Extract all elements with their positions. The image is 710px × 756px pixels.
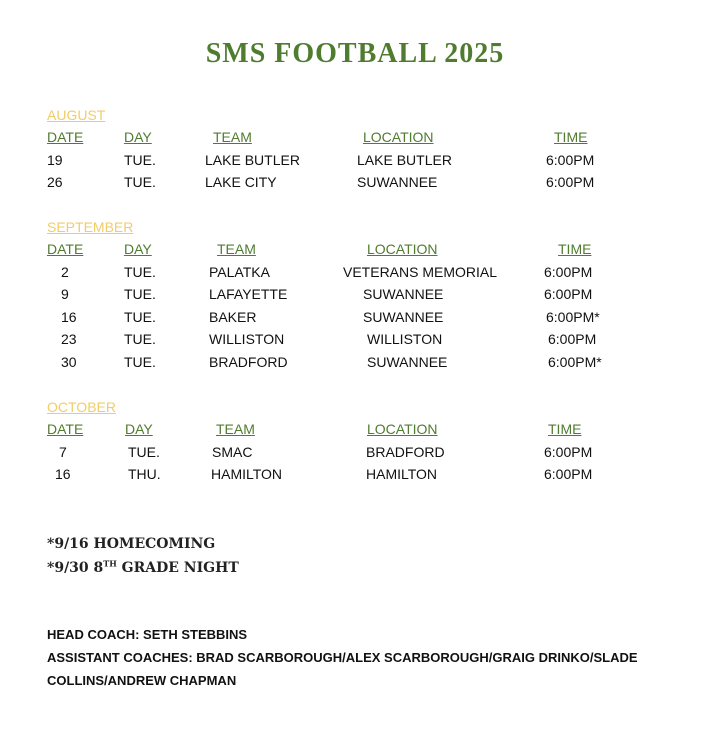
game-location: WILLISTON — [367, 331, 443, 347]
game-day: TUE. — [124, 309, 156, 325]
game-day: TUE. — [124, 354, 156, 370]
game-date: 16 — [61, 309, 77, 325]
column-header-day: DAY — [125, 421, 153, 437]
game-time: 6:00PM — [544, 466, 593, 482]
game-time: 6:00PM — [544, 264, 593, 280]
column-header-time: TIME — [554, 129, 588, 145]
note-grade-night-suffix: GRADE NIGHT — [116, 560, 239, 576]
column-header-location: LOCATION — [363, 129, 434, 145]
game-date: 16 — [55, 466, 71, 482]
game-day: TUE. — [124, 286, 156, 302]
game-date: 2 — [61, 264, 69, 280]
month-heading-september: SEPTEMBER — [47, 219, 134, 235]
note-grade-night — [47, 560, 239, 576]
column-header-date: DATE — [47, 129, 84, 145]
column-header-day: DAY — [124, 129, 152, 145]
month-heading-october: OCTOBER — [47, 399, 116, 415]
game-location: BRADFORD — [366, 444, 445, 460]
game-date: 30 — [61, 354, 77, 370]
column-header-location: LOCATION — [367, 241, 438, 257]
column-header-time: TIME — [548, 421, 582, 437]
column-header-team: TEAM — [213, 129, 252, 145]
game-time: 6:00PM* — [548, 354, 602, 370]
game-location: SUWANNEE — [367, 354, 448, 370]
game-time: 6:00PM — [548, 331, 597, 347]
note-grade-night-prefix: *9/30 8 — [47, 560, 104, 576]
page-title: SMS FOOTBALL 2025 — [205, 38, 505, 69]
column-header-team: TEAM — [217, 241, 256, 257]
game-day: THU. — [128, 466, 161, 482]
game-time: 6:00PM — [546, 174, 595, 190]
game-time: 6:00PM — [544, 286, 593, 302]
game-team: BRADFORD — [209, 354, 288, 370]
column-header-date: DATE — [47, 241, 84, 257]
game-team: WILLISTON — [209, 331, 285, 347]
game-time: 6:00PM — [546, 152, 595, 168]
column-header-day: DAY — [124, 241, 152, 257]
game-location: VETERANS MEMORIAL — [343, 264, 498, 280]
game-location: SUWANNEE — [363, 309, 444, 325]
game-day: TUE. — [128, 444, 160, 460]
game-team: LAFAYETTE — [209, 286, 288, 302]
game-date: 9 — [61, 286, 69, 302]
game-team: LAKE CITY — [205, 174, 277, 190]
game-time: 6:00PM — [544, 444, 593, 460]
column-header-location: LOCATION — [367, 421, 438, 437]
note-grade-night-sup: TH — [103, 558, 117, 569]
game-team: BAKER — [209, 309, 257, 325]
game-day: TUE. — [124, 264, 156, 280]
game-time: 6:00PM* — [546, 309, 600, 325]
assistant-coaches-line-1: ASSISTANT COACHES: BRAD SCARBOROUGH/ALEX SCARBOROUGH/GRAIG DRINKO/SLADE — [47, 650, 638, 665]
game-location: SUWANNEE — [357, 174, 438, 190]
game-team: PALATKA — [209, 264, 270, 280]
game-location: SUWANNEE — [363, 286, 444, 302]
column-header-date: DATE — [47, 421, 84, 437]
game-team: SMAC — [212, 444, 253, 460]
game-day: TUE. — [124, 152, 156, 168]
assistant-coaches-line-2: COLLINS/ANDREW CHAPMAN — [47, 673, 237, 688]
game-day: TUE. — [124, 174, 156, 190]
game-date: 26 — [47, 174, 63, 190]
game-team: HAMILTON — [211, 466, 283, 482]
note-homecoming: *9/16 HOMECOMING — [47, 536, 216, 552]
game-date: 23 — [61, 331, 77, 347]
month-heading-august: AUGUST — [47, 107, 106, 123]
head-coach: HEAD COACH: SETH STEBBINS — [47, 627, 248, 642]
game-date: 19 — [47, 152, 63, 168]
column-header-team: TEAM — [216, 421, 255, 437]
game-day: TUE. — [124, 331, 156, 347]
column-header-time: TIME — [558, 241, 592, 257]
game-date: 7 — [59, 444, 67, 460]
game-team: LAKE BUTLER — [205, 152, 300, 168]
game-location: HAMILTON — [366, 466, 438, 482]
game-location: LAKE BUTLER — [357, 152, 452, 168]
